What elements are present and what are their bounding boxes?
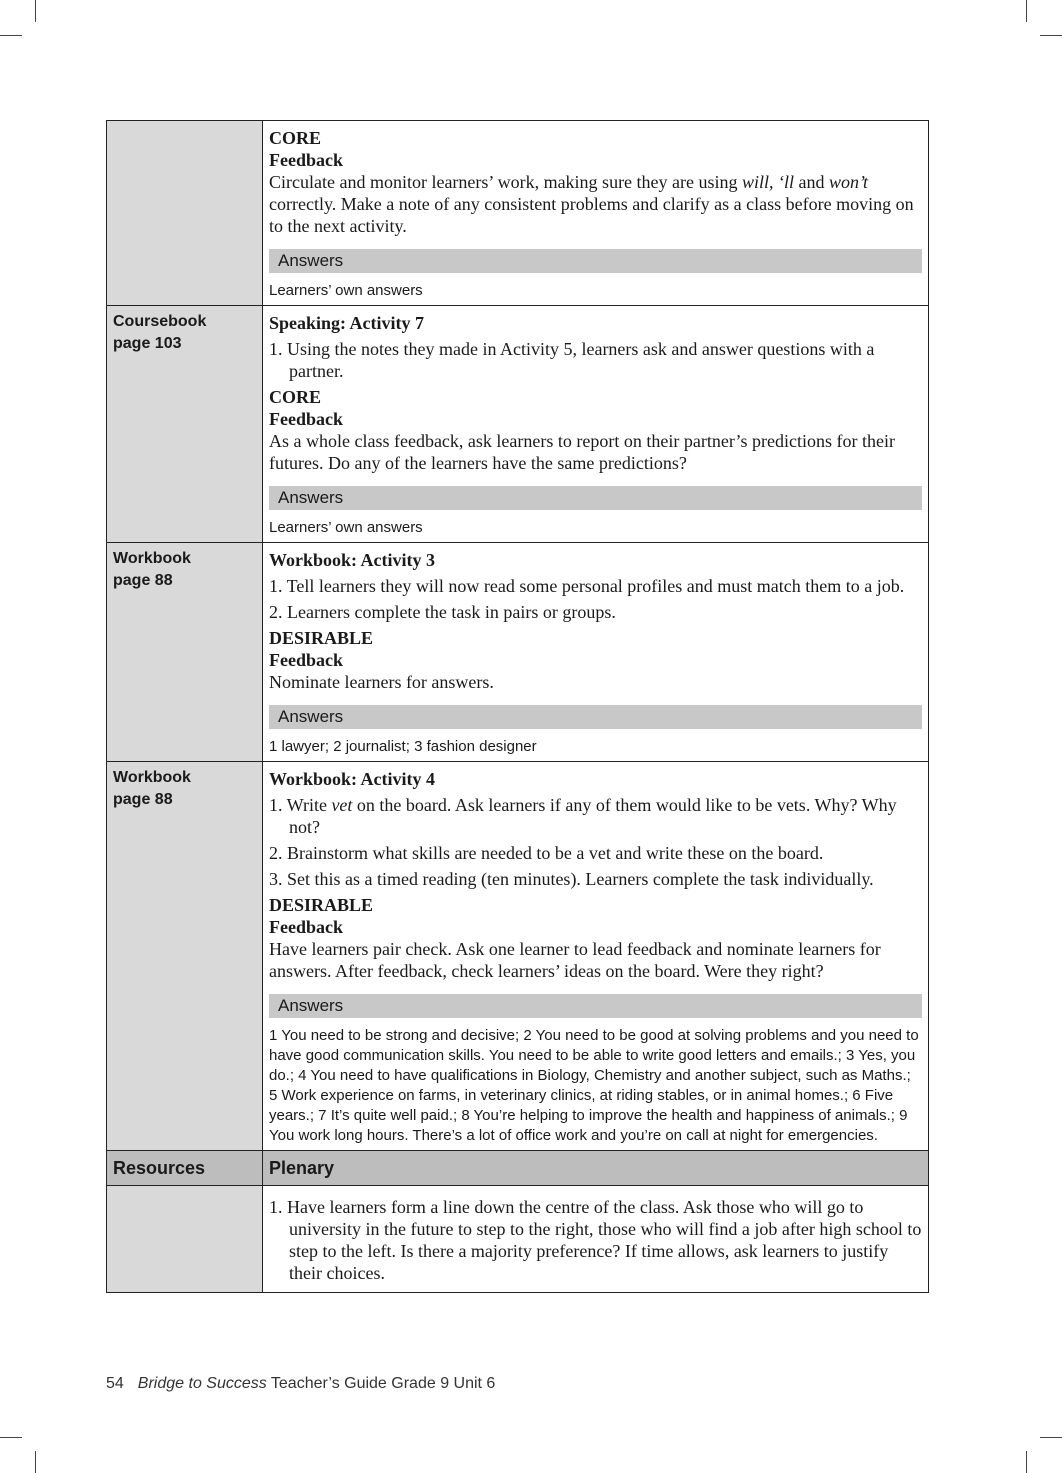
page-number: 54	[106, 1375, 124, 1392]
resource-page: page 103	[113, 335, 182, 352]
table-row	[107, 121, 929, 306]
list-item: 2. Learners complete the task in pairs or groups.	[269, 602, 616, 622]
feedback-label: Feedback	[269, 917, 343, 937]
list-item: 1. Write vet on the board. Ask learners if any of them would like to be vets. Why? Why not?	[269, 795, 897, 837]
activity-cell	[263, 306, 929, 543]
crop-mark	[35, 0, 36, 22]
resource-cell	[107, 543, 263, 762]
level-label: CORE	[269, 387, 322, 407]
feedback-label: Feedback	[269, 650, 343, 670]
level-label: DESIRABLE	[269, 628, 374, 648]
answers-heading: Answers	[269, 486, 922, 510]
resource-label: Coursebook	[113, 313, 207, 330]
feedback-text: Have learners pair check. Ask one learner to lead feedback and nominate learners for answers. After feedback, check learners’ ideas on the board. Were they right?	[269, 939, 881, 981]
header-cell-plenary	[263, 1151, 929, 1186]
crop-mark	[35, 1451, 36, 1473]
table-row	[107, 762, 929, 1151]
resource-cell	[107, 306, 263, 543]
resource-page: page 88	[113, 791, 173, 808]
resource-cell	[107, 762, 263, 1151]
footer-subtitle: Teacher’s Guide Grade 9 Unit 6	[266, 1375, 496, 1392]
header-resources: Resources	[113, 1158, 206, 1178]
header-cell-resources	[107, 1151, 263, 1186]
answers-text: Learners’ own answers	[269, 282, 423, 299]
resource-label: Workbook	[113, 550, 191, 567]
feedback-label: Feedback	[269, 409, 343, 429]
table-row	[107, 1186, 929, 1293]
list-item: 1. Have learners form a line down the centre of the class. Ask those who will go to university in the future to step to the right, those who will find a job after high school to step to the left. Is there a majority preference? If time allows, ask learners to justify their choices.	[269, 1197, 922, 1283]
page-footer	[106, 1375, 495, 1393]
table-row	[107, 543, 929, 762]
level-label: DESIRABLE	[269, 895, 374, 915]
resource-label: Workbook	[113, 769, 191, 786]
list-item: 3. Set this as a timed reading (ten minutes). Learners complete the task individually.	[269, 869, 874, 889]
activity-heading: Workbook: Activity 4	[269, 769, 436, 789]
table-header-row	[107, 1151, 929, 1186]
activity-cell	[263, 121, 929, 306]
answers-text: 1 You need to be strong and decisive; 2 You need to be good at solving problems and you need to have good communication skills. You need to be able to write good letters and emails.; 3 Yes, you do.; 4 You need to have qualifications in Biology, Chemistry and another subject, such as Maths.; 5 Work experience on farms, in veterinary clinics, at riding stables, or in animal homes.; 6 Five years.; 7 It’s quite well paid.; 8 You’re helping to improve the health and happiness of animals.; 9 You work long hours. There’s a lot of office work and you’re on call at night for emergencies.	[269, 1027, 919, 1144]
feedback-text: Nominate learners for answers.	[269, 672, 494, 692]
feedback-text: Circulate and monitor learners’ work, making sure they are using will, ‘ll and won’t correctly. Make a note of any consistent problems and clarify as a class before moving on to the next activity.	[269, 172, 914, 236]
answers-heading: Answers	[269, 249, 922, 273]
resource-cell	[107, 121, 263, 306]
book-title: Bridge to Success	[137, 1375, 267, 1392]
crop-mark	[0, 35, 22, 36]
answers-heading: Answers	[269, 994, 922, 1018]
crop-mark	[0, 1437, 22, 1438]
activity-cell	[263, 543, 929, 762]
resource-page: page 88	[113, 572, 173, 589]
activity-cell	[263, 762, 929, 1151]
crop-mark	[1040, 1437, 1062, 1438]
crop-mark	[1040, 35, 1062, 36]
list-item: 2. Brainstorm what skills are needed to be a vet and write these on the board.	[269, 843, 824, 863]
answers-heading: Answers	[269, 705, 922, 729]
activity-heading: Speaking: Activity 7	[269, 313, 425, 333]
steps-list	[269, 794, 922, 890]
plenary-steps	[269, 1196, 922, 1284]
feedback-label: Feedback	[269, 150, 343, 170]
lesson-plan-table	[106, 120, 929, 1293]
list-item: 1. Tell learners they will now read some personal profiles and must match them to a job.	[269, 576, 905, 596]
crop-mark	[1026, 1451, 1027, 1473]
resource-cell	[107, 1186, 263, 1293]
crop-mark	[1026, 0, 1027, 22]
level-label: CORE	[269, 128, 322, 148]
header-plenary: Plenary	[269, 1158, 335, 1178]
steps-list	[269, 338, 922, 382]
plenary-cell	[263, 1186, 929, 1293]
list-item: 1. Using the notes they made in Activity 5, learners ask and answer questions with a partner.	[269, 339, 875, 381]
activity-heading: Workbook: Activity 3	[269, 550, 436, 570]
answers-text: 1 lawyer; 2 journalist; 3 fashion designer	[269, 738, 537, 755]
steps-list	[269, 575, 922, 623]
table-row	[107, 306, 929, 543]
answers-text: Learners’ own answers	[269, 519, 423, 536]
feedback-text: As a whole class feedback, ask learners to report on their partner’s predictions for their futures. Do any of the learners have the same predictions?	[269, 431, 895, 473]
